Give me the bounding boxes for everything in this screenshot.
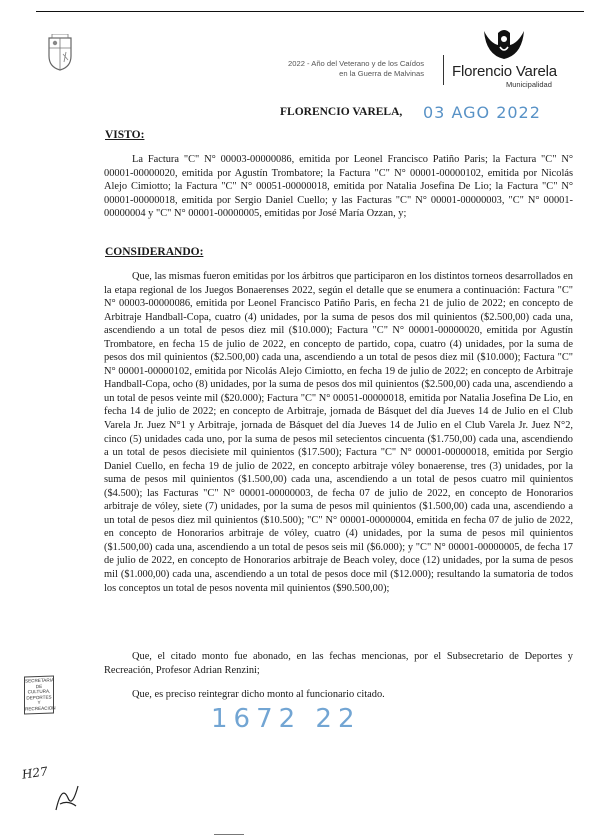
- considerando-text-2: Que, el citado monto fue abonado, en las fechas mencionas, por el Subsecretario de Deportes y Recreación, Profesor Adrian Renzini;: [104, 651, 573, 676]
- top-rule: [36, 11, 584, 12]
- year-motto: [288, 59, 424, 79]
- municipal-crest-icon: [46, 34, 74, 72]
- logo-subtitle: Municipalidad: [506, 80, 552, 89]
- resolution-number-stamp: 1672 22: [211, 704, 361, 734]
- handwritten-note: H27: [21, 764, 49, 782]
- place-heading: FLORENCIO VARELA,: [280, 106, 403, 118]
- visto-paragraph: [104, 153, 573, 221]
- considerando-heading: CONSIDERANDO:: [105, 246, 204, 258]
- side-stamp-line: DEPORTES Y: [26, 694, 52, 706]
- signature-scribble-icon: [52, 780, 82, 814]
- side-stamp-line: SECRETARIA: [25, 677, 55, 684]
- considerando-paragraph-2: [104, 650, 573, 677]
- year-motto-line2: en la Guerra de Malvinas: [339, 69, 424, 78]
- year-motto-line1: 2022 - Año del Veterano y de los Caídos: [288, 59, 424, 68]
- considerando-text-1: Que, las mismas fueron emitidas por los árbitros que participaron en los distintos torneos desarrollados en la etapa regional de los Juegos Bonaerenses 2022, según el detalle que se enumera a continuación: Factura "C" N° 00003-00000086, emitida por Leonel Francisco Patiño Paris, en fecha 21 de julio de 2022; en concepto de Arbitraje Handball-Copa, cuatro (4) unidades, por la suma de pesos dos mil quinientos ($2.500,00) cada una, ascendiendo a un total de pesos diez mil ($10.000); Factura "C" N° 00001-00000020, emitida por Agustín Trombatore, en fecha 15 de julio de 2022, en concepto de partido, copa, cuatro (4) unidades, por la suma de pesos dos mil quinientos ($2.500,00) cada una, ascendiendo a un total de pesos diez mil ($10.000); Factura "C" N° 00001-00000102, emitida por Nicolás Alejo Cimiotto, en fecha 19 de julio de 2022; en concepto de Arbitraje Handball-Copa, ocho (8) unidades, por la suma de pesos dos mil quinientos ($2.500,00) cada una, ascendiendo a un total de pesos veinte mil ($20.000); Factura "C" N° 00051-00000018, emitida por Natalia Josefina De Lio, en fecha 14 de julio de 2022; en concepto de Arbitraje, jornada de Básquet del día Jueves 14 de Julio en el Club Varela Jr. Juez N°1 y Arbitraje, jornada de Básquet del día Jueves 14 de Julio en el Club Varela Jr. Juez N°2, cinco (5) unidades cada uno, por la suma de pesos mil setecientos cincuenta ($1.750,00) cada una, ascendiendo a un total de pesos diecisiete mil quinientos ($17.500); Factura "C" N° 00001-00000018, emitida por Sergio Daniel Cuello, en fecha 19 de julio de 2022, en concepto arbitraje vóley bonaerense, tres (3) unidades, por la suma de pesos mil quinientos ($1.500,00) cada una, ascendiendo a un total de pesos cuatro mil quinientos ($4.500); las Facturas "C" N° 00001-00000003, de fecha 07 de julio de 2022, en concepto de Honorarios arbitraje de vóley, siete (7) unidades, por la suma de pesos mil quinientos ($1.500,00) cada una, ascendiendo a un total de pesos diez mil quinientos ($10.500); "C" N° 00001-00000004, emitida en fecha 07 de julio de 2022, en concepto de Honorarios arbitraje de vóley, cuatro (4) unidades, por la suma de pesos mil quinientos ($1.500,00) cada una, ascendiendo a un total de pesos seis mil ($6.000); y "C" N° 00001-00000005, de fecha 17 de julio de 2022, en concepto de Honorarios arbitraje de Beach voley, doce (12) unidades, por la suma de pesos mil ($1.000,00) cada una, ascendiendo a un total de pesos doce mil ($12.000); resultando la sumatoria de todos los conceptos un total de pesos noventa mil quinientos ($90.500,00);: [104, 271, 573, 594]
- florencio-varela-logo-icon: [480, 25, 528, 63]
- date-stamp: 03 AGO 2022: [423, 103, 541, 122]
- side-stamp-line: DE CULTURA,: [27, 683, 51, 695]
- visto-text: La Factura "C" N° 00003-00000086, emitida por Leonel Francisco Patiño Paris; la Factura "C" N° 00001-00000020, emitida por Agustín Trombatore; la Factura "C" N° 00001-00000102, emitida por Nicolás Alejo Cimiotto; la Factura "C" N° 00051-00000018, emitida por Natalia Josefina De Lio; la Factura "C" N° 00001-00000018, emitida por Sergio Daniel Cuello; y las Facturas "C" N° 00001-00000003, "C" N° 00001-00000004 y "C" N° 00001-00000005, emitidas por José María Ozzan, y;: [104, 154, 573, 220]
- visto-heading: VISTO:: [105, 129, 145, 141]
- logo-divider: [443, 55, 444, 85]
- considerando-paragraph-3: [104, 688, 573, 702]
- considerando-paragraph-1: [104, 270, 573, 595]
- secretaria-stamp: [24, 675, 54, 714]
- page-bottom-mark: [214, 834, 244, 835]
- logo-name: Florencio Varela: [452, 63, 557, 80]
- side-stamp-line: RECREACION: [25, 705, 56, 712]
- considerando-text-3: Que, es preciso reintegrar dicho monto al funcionario citado.: [132, 689, 385, 700]
